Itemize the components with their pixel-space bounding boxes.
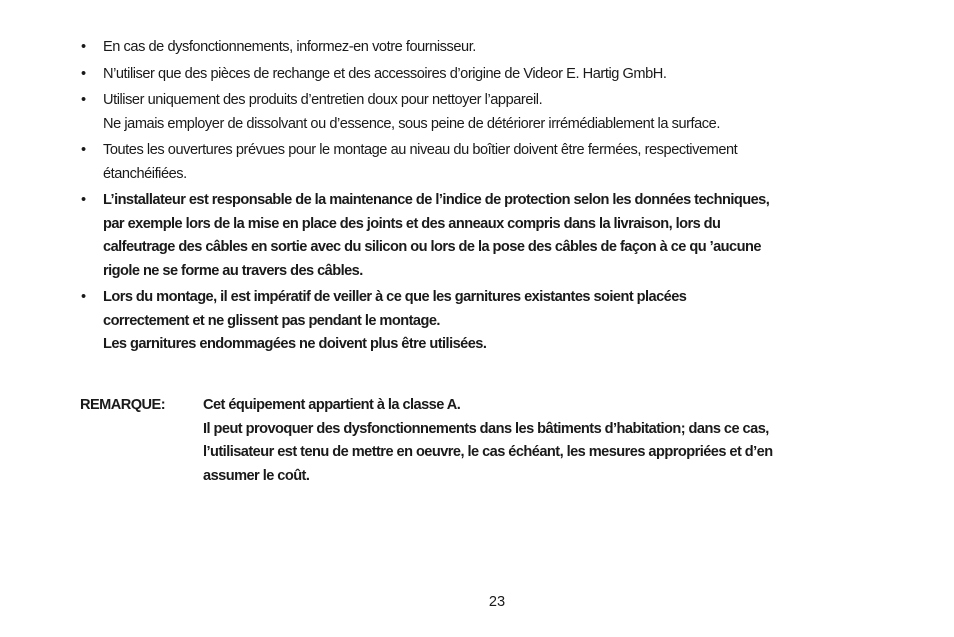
- list-item-text: rigole ne se forme au travers des câbles.: [103, 262, 363, 279]
- list-item-text: calfeutrage des câbles en sortie avec du silicon ou lors de la pose des câbles de façon à ce qu ’aucune: [103, 239, 761, 255]
- list-item-important: [80, 286, 930, 357]
- instruction-list: [80, 36, 930, 360]
- list-item-text: Lors du montage, il est impératif de veiller à ce que les garnitures existantes soient placées: [103, 289, 687, 305]
- remark-label: REMARQUE:: [80, 397, 166, 413]
- remark-line: Cet équipement appartient à la classe A.: [203, 397, 461, 413]
- bullet-icon: •: [81, 39, 86, 55]
- list-item-text: En cas de dysfonctionnements, informez-en votre fournisseur.: [103, 39, 476, 55]
- bullet-icon: •: [81, 92, 86, 108]
- list-item-text: N’utiliser que des pièces de rechange et des accessoires d’origine de Videor E. Hartig GmbH.: [103, 65, 667, 82]
- list-item: [80, 63, 930, 87]
- list-item: [80, 139, 930, 186]
- bullet-icon: •: [81, 142, 86, 158]
- list-item-text: Les garnitures endommagées ne doivent plus être utilisées.: [103, 336, 487, 352]
- list-item-text: Utiliser uniquement des produits d’entretien doux pour nettoyer l’appareil.: [103, 92, 543, 108]
- list-item: [80, 89, 930, 136]
- bullet-icon: •: [81, 289, 86, 305]
- list-item: [80, 36, 930, 60]
- list-item-text: par exemple lors de la mise en place des joints et des anneaux compris dans la livraison, lors du: [103, 215, 721, 232]
- page-number: 23: [488, 594, 506, 610]
- list-item-text: étanchéifiées.: [103, 165, 187, 182]
- remark-line: Il peut provoquer des dysfonctionnements dans les bâtiments d’habitation; dans ce cas,: [203, 420, 769, 437]
- list-item-important: [80, 189, 930, 283]
- list-item-text: correctement et ne glissent pas pendant le montage.: [103, 312, 440, 329]
- list-item-text: Toutes les ouvertures prévues pour le montage au niveau du boîtier doivent être fermées, respectivement: [103, 142, 738, 158]
- remark-line: assumer le coût.: [203, 467, 310, 484]
- remark-line: l’utilisateur est tenu de mettre en oeuvre, le cas échéant, les mesures appropriées et d’en: [203, 444, 773, 460]
- remark-text: [203, 394, 773, 488]
- list-item-text: Ne jamais employer de dissolvant ou d’essence, sous peine de détériorer irrémédiablement la surface.: [103, 115, 720, 132]
- list-item-text: L’installateur est responsable de la maintenance de l’indice de protection selon les données techniques,: [103, 192, 770, 208]
- bullet-icon: •: [81, 192, 86, 208]
- bullet-icon: •: [81, 65, 86, 82]
